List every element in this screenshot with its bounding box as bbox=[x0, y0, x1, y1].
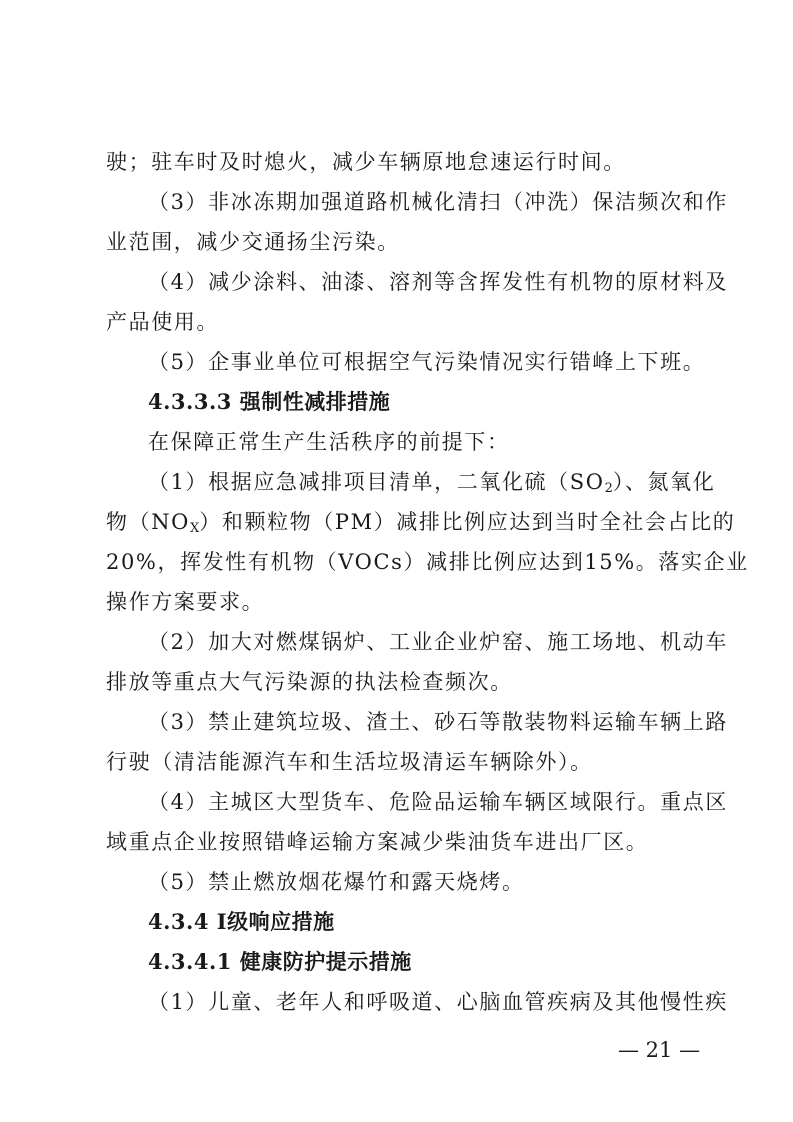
measure-5: （5）禁止燃放烟花爆竹和露天烧烤。 bbox=[148, 870, 525, 894]
measure-1-line-3: 20%，挥发性有机物（VOCs）减排比例应达到15%。落实企业 bbox=[106, 550, 749, 574]
measure-1-line-1 bbox=[148, 467, 716, 497]
section-heading-4-3-3-3: 4.3.3.3 强制性减排措施 bbox=[148, 389, 391, 414]
measure-4-line-1: （4）主城区大型货车、危险品运输车辆区域限行。重点区 bbox=[148, 790, 728, 814]
health-item-1-line-1: （1）儿童、老年人和呼吸道、心脑血管疾病及其他慢性疾 bbox=[148, 990, 728, 1014]
list-item-4-line-2: 产品使用。 bbox=[106, 310, 219, 334]
measure-1-text-c: 物（NO bbox=[106, 510, 190, 534]
page-number: — 21 — bbox=[618, 1038, 701, 1062]
measure-1-text-a: （1）根据应急减排项目清单，二氧化硫（SO bbox=[148, 470, 605, 494]
list-item-3-line-2: 业范围，减少交通扬尘污染。 bbox=[106, 230, 400, 254]
measure-3-line-2: 行驶（清洁能源汽车和生活垃圾清运车辆除外）。 bbox=[106, 750, 593, 774]
list-item-4-line-1: （4）减少涂料、油漆、溶剂等含挥发性有机物的原材料及 bbox=[148, 270, 728, 294]
measure-3-line-1: （3）禁止建筑垃圾、渣土、砂石等散装物料运输车辆上路 bbox=[148, 710, 728, 734]
measure-2-line-1: （2）加大对燃煤锅炉、工业企业炉窑、施工场地、机动车 bbox=[148, 630, 728, 654]
section-heading-4-3-4: 4.3.4 I级响应措施 bbox=[148, 909, 335, 934]
measure-1-text-b: ）、氮氧化 bbox=[612, 470, 716, 494]
paragraph-line: 驶；驻车时及时熄火，减少车辆原地怠速运行时间。 bbox=[106, 150, 626, 174]
list-item-3-line-1: （3）非冰冻期加强道路机械化清扫（冲洗）保洁频次和作 bbox=[148, 190, 728, 214]
measure-1-line-4: 操作方案要求。 bbox=[106, 590, 265, 614]
measure-1-line-2 bbox=[106, 507, 736, 537]
measure-2-line-2: 排放等重点大气污染源的执法检查频次。 bbox=[106, 670, 513, 694]
measure-1-text-d: ）和颗粒物（PM）减排比例应达到当时全社会占比的 bbox=[199, 510, 736, 534]
list-item-5: （5）企事业单位可根据空气污染情况实行错峰上下班。 bbox=[148, 350, 706, 374]
nox-subscript: X bbox=[190, 521, 200, 536]
section-heading-4-3-4-1: 4.3.4.1 健康防护提示措施 bbox=[148, 949, 412, 974]
so2-subscript: 2 bbox=[604, 481, 613, 496]
intro-line: 在保障正常生产生活秩序的前提下： bbox=[148, 430, 510, 454]
measure-4-line-2: 域重点企业按照错峰运输方案减少柴油货车进出厂区。 bbox=[106, 830, 649, 854]
